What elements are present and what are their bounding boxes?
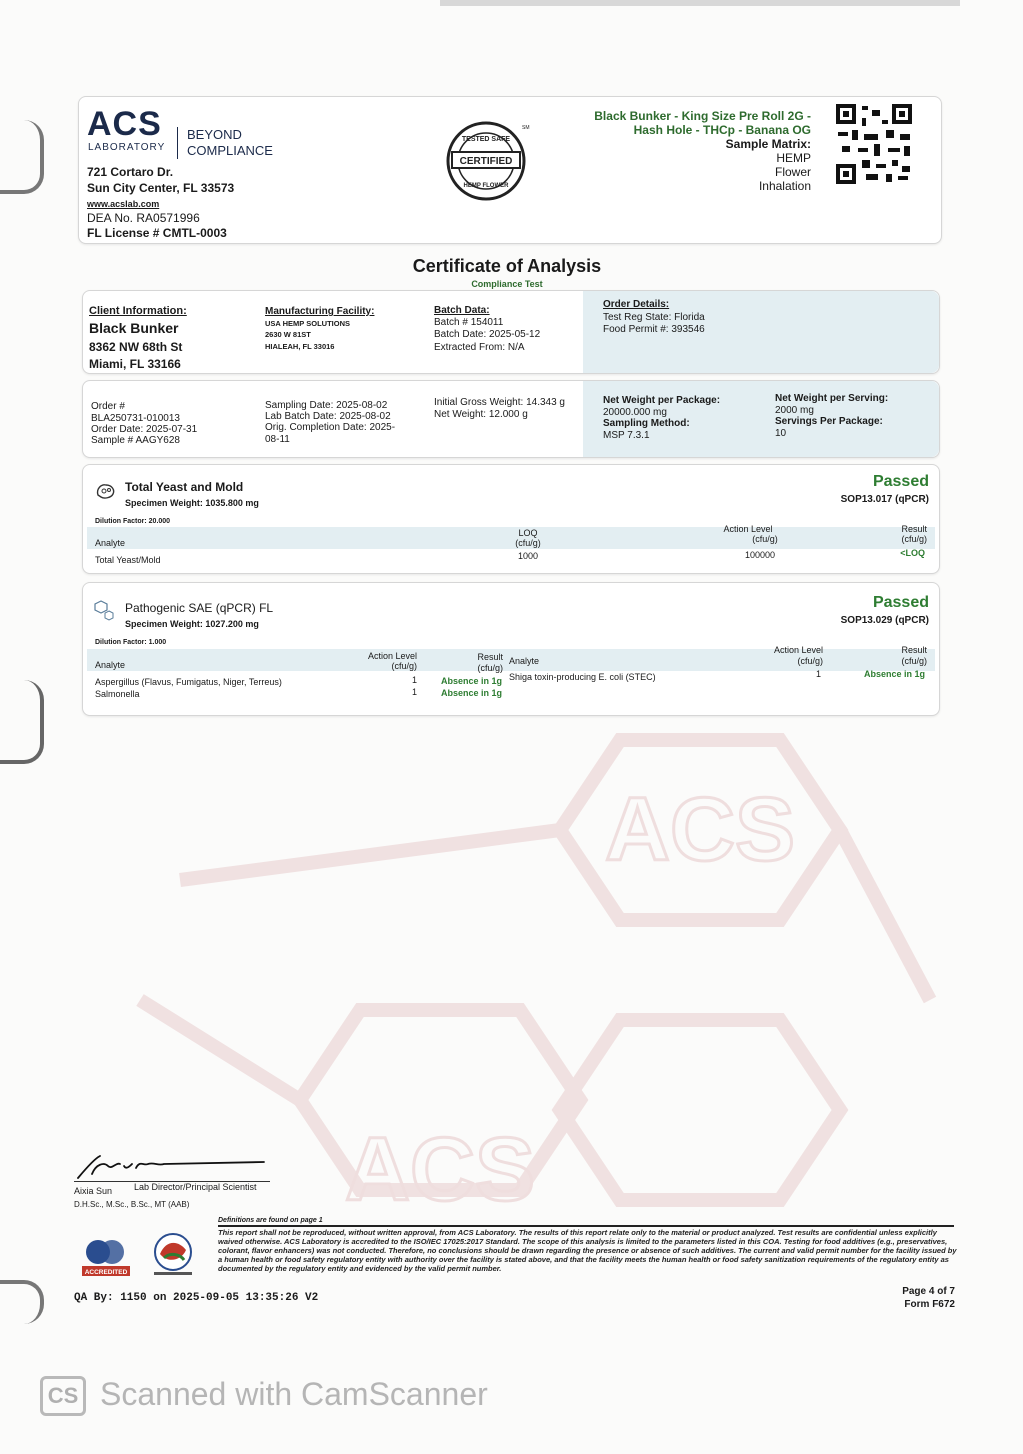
pathogen-col-action-3: Action Level <box>773 645 823 655</box>
ansi-accredited-badge <box>80 1236 132 1284</box>
completion-date-2: 08-11 <box>265 434 290 445</box>
signature-image <box>74 1152 274 1182</box>
completion-date-1: Orig. Completion Date: 2025- <box>265 422 396 433</box>
client-address-1: 8362 NW 68th St <box>89 340 183 354</box>
client-address-2: Miami, FL 33166 <box>89 357 181 371</box>
yeast-col-analyte: Analyte <box>95 538 126 548</box>
lab-website[interactable]: www.acslab.com <box>87 199 160 209</box>
order-details-permit: Food Permit #: 393546 <box>603 324 705 335</box>
binder-clip-middle <box>0 680 44 764</box>
batch-date: Batch Date: 2025-05-12 <box>434 329 541 340</box>
order-date: Order Date: 2025-07-31 <box>91 424 198 435</box>
logo-divider <box>177 127 178 159</box>
tagline-1: BEYOND <box>187 127 242 142</box>
camscanner-text: Scanned with CamScanner <box>100 1376 488 1412</box>
pathogen-sop: SOP13.029 (qPCR) <box>840 615 929 626</box>
pathogen-left-row-1-action: 1 <box>411 675 417 685</box>
pathogen-right-row-1-action: 1 <box>815 669 821 679</box>
pathogen-specimen-weight: Specimen Weight: 1027.200 mg <box>125 619 259 629</box>
qr-code[interactable] <box>836 104 912 184</box>
net-weight-package: 20000.000 mg <box>603 407 667 418</box>
pathogen-col-result-3: Result <box>901 645 927 655</box>
yeast-col-action-1: Action Level <box>723 524 773 534</box>
yeast-col-loq-2: (cfu/g) <box>515 538 541 548</box>
net-weight-serving: 2000 mg <box>775 405 814 416</box>
net-weight: Net Weight: 12.000 g <box>434 409 528 420</box>
pathogen-left-row-2-analyte: Salmonella <box>95 689 140 699</box>
net-weight-serving-label: Net Weight per Serving: <box>775 393 889 404</box>
pathogen-left-row-1-analyte: Aspergillus (Flavus, Fumigatus, Niger, Terreus) <box>95 677 282 687</box>
client-info-box <box>82 290 940 374</box>
client-label: Client Information: <box>89 305 187 317</box>
state-lab-seal <box>148 1230 198 1280</box>
product-name-1: Black Bunker - King Size Pre Roll 2G - <box>594 109 811 123</box>
camscanner-logo-text: CS <box>47 1383 79 1408</box>
facility-label: Manufacturing Facility: <box>265 306 375 317</box>
facility-address-1: 2630 W 81ST <box>265 330 311 339</box>
yeast-title: Total Yeast and Mold <box>125 480 244 494</box>
gross-weight: Initial Gross Weight: 14.343 g <box>434 397 565 408</box>
pathogen-left-row-2-action: 1 <box>411 687 417 697</box>
watermark-text-2: ACS <box>344 1120 536 1220</box>
order-number: BLA250731-010013 <box>91 413 180 424</box>
seal-center-text: CERTIFIED <box>459 156 513 167</box>
yeast-specimen-weight: Specimen Weight: 1035.800 mg <box>125 498 259 508</box>
pathogen-col-analyte-2: Analyte <box>509 656 540 666</box>
pathogen-left-row-1-result: Absence in 1g <box>441 676 503 686</box>
sample-matrix-3: Inhalation <box>758 179 811 193</box>
batch-label: Batch Data: <box>434 305 490 316</box>
pathogen-left-row-2-result: Absence in 1g <box>441 688 503 698</box>
yeast-mold-box <box>82 464 940 574</box>
yeast-row-result: <LOQ <box>900 548 925 558</box>
pathogen-col-result-4: (cfu/g) <box>901 656 927 666</box>
yeast-row-loq: 1000 <box>517 551 539 561</box>
sample-matrix-2: Flower <box>774 165 811 179</box>
seal-sm: SM <box>522 125 530 131</box>
sample-number: Sample # AAGY628 <box>91 435 180 446</box>
sampling-method-label: Sampling Method: <box>603 418 690 429</box>
pathogen-col-analyte: Analyte <box>95 660 126 670</box>
signatory-name: Aixia Sun <box>74 1186 113 1196</box>
yeast-col-result-1: Result <box>901 524 927 534</box>
mold-icon <box>95 481 117 501</box>
servings: 10 <box>775 428 787 439</box>
yeast-status: Passed <box>872 473 929 490</box>
sampling-method: MSP 7.3.1 <box>603 430 650 441</box>
yeast-col-loq-1: LOQ <box>518 528 538 538</box>
watermark-text-1: ACS <box>604 780 796 880</box>
pathogen-right-row-1-result: Absence in 1g <box>863 669 925 679</box>
net-weight-package-label: Net Weight per Package: <box>603 395 721 406</box>
yeast-sop: SOP13.017 (qPCR) <box>840 494 929 505</box>
pathogen-col-result-2: (cfu/g) <box>477 663 503 673</box>
order-details-label: Order Details: <box>603 299 670 310</box>
definitions-note: Definitions are found on page 1 <box>218 1217 323 1224</box>
pathogen-title: Pathogenic SAE (qPCR) FL <box>125 601 274 615</box>
tagline-2: COMPLIANCE <box>187 143 273 158</box>
product-name-2: Hash Hole - THCp - Banana OG <box>633 123 811 137</box>
batch-extracted: Extracted From: N/A <box>434 342 525 353</box>
batch-number: Batch # 154011 <box>434 317 504 328</box>
sample-matrix-1: HEMP <box>776 151 811 165</box>
page-number: Page 4 of 7 <box>902 1286 955 1297</box>
order-info-box <box>82 380 940 458</box>
camscanner-logo <box>40 1376 86 1416</box>
accredited-text: ACCREDITED <box>84 1269 128 1276</box>
signatory-title: Lab Director/Principal Scientist <box>134 1182 257 1192</box>
disclaimer-text: This report shall not be reproduced, without written approval, from ACS Laboratory. The results of this report relate only to the material or product analyzed. Test results are confidential unless explicitly waived otherwise. ACS Laboratory is accredited to the ISO/IEC 17025:2017 Standard. The scope of this analysis is limited to the parameters listed in this COA. Testing for food additives (e.g., preservatives, colorant, flavor enhancers) was not conducted. Therefore, no conclusions should be drawn regarding the presence or absence of such additives. The current and valid permit number for the facility issued by a human health or food safety regulatory entity with authority over the facility is stated above, and that the facility meets the human health or food safety sanitization requirements of the regulatory entity as documented by the regulatory entity and evidenced by the valid permit number. <box>218 1228 957 1273</box>
facility-name: USA HEMP SOLUTIONS <box>265 319 351 328</box>
order-number-label: Order # <box>91 401 125 412</box>
pathogen-col-action-4: (cfu/g) <box>797 656 823 666</box>
pathogen-col-result-1: Result <box>477 652 503 662</box>
yeast-col-action-2: (cfu/g) <box>752 534 778 544</box>
document-subtitle: Compliance Test <box>471 279 543 289</box>
lab-address-2: Sun City Center, FL 33573 <box>87 181 235 195</box>
signatory-credentials: D.H.Sc., M.Sc., B.Sc., MT (AAB) <box>74 1200 190 1209</box>
document-title: Certificate of Analysis <box>412 256 602 276</box>
yeast-col-result-2: (cfu/g) <box>901 534 927 544</box>
certified-seal <box>444 119 528 203</box>
lab-batch-date: Lab Batch Date: 2025-08-02 <box>265 411 391 422</box>
lab-address-1: 721 Cortaro Dr. <box>87 165 174 179</box>
binder-clip-top <box>0 120 44 194</box>
servings-label: Servings Per Package: <box>775 416 883 427</box>
lab-dea: DEA No. RA0571996 <box>87 211 200 225</box>
qa-stamp: QA By: 1150 on 2025-09-05 13:35:26 V2 <box>74 1292 319 1304</box>
seal-bottom-text: HEMP FLOWER <box>463 183 509 189</box>
facility-address-2: HIALEAH, FL 33016 <box>265 342 335 351</box>
acs-logo-sub: LABORATORY <box>88 142 166 153</box>
order-details-state: Test Reg State: Florida <box>603 312 705 323</box>
pathogen-dilution: Dilution Factor: 1.000 <box>95 639 167 646</box>
lab-license: FL License # CMTL-0003 <box>87 226 227 240</box>
pathogen-col-action-1: Action Level <box>367 651 417 661</box>
footer-rule <box>218 1225 954 1227</box>
seal-top-text: TESTED SAFE <box>461 136 511 143</box>
sampling-date: Sampling Date: 2025-08-02 <box>265 400 388 411</box>
header-box <box>78 96 942 244</box>
yeast-row-analyte: Total Yeast/Mold <box>95 555 161 565</box>
pathogen-right-row-1-analyte: Shiga toxin-producing E. coli (STEC) <box>509 672 656 682</box>
pathogen-col-action-2: (cfu/g) <box>391 661 417 671</box>
form-number: Form F672 <box>904 1299 955 1310</box>
acs-logo: ACS <box>87 105 162 143</box>
pathogen-status: Passed <box>872 594 929 611</box>
sample-matrix-label: Sample Matrix: <box>725 137 811 151</box>
pathogen-box <box>82 582 940 716</box>
pathogen-icon <box>93 599 115 623</box>
binder-clip-bottom <box>0 1280 44 1324</box>
client-name: Black Bunker <box>89 320 179 336</box>
yeast-row-action: 100000 <box>744 550 776 560</box>
yeast-dilution: Dilution Factor: 20.000 <box>95 518 171 525</box>
